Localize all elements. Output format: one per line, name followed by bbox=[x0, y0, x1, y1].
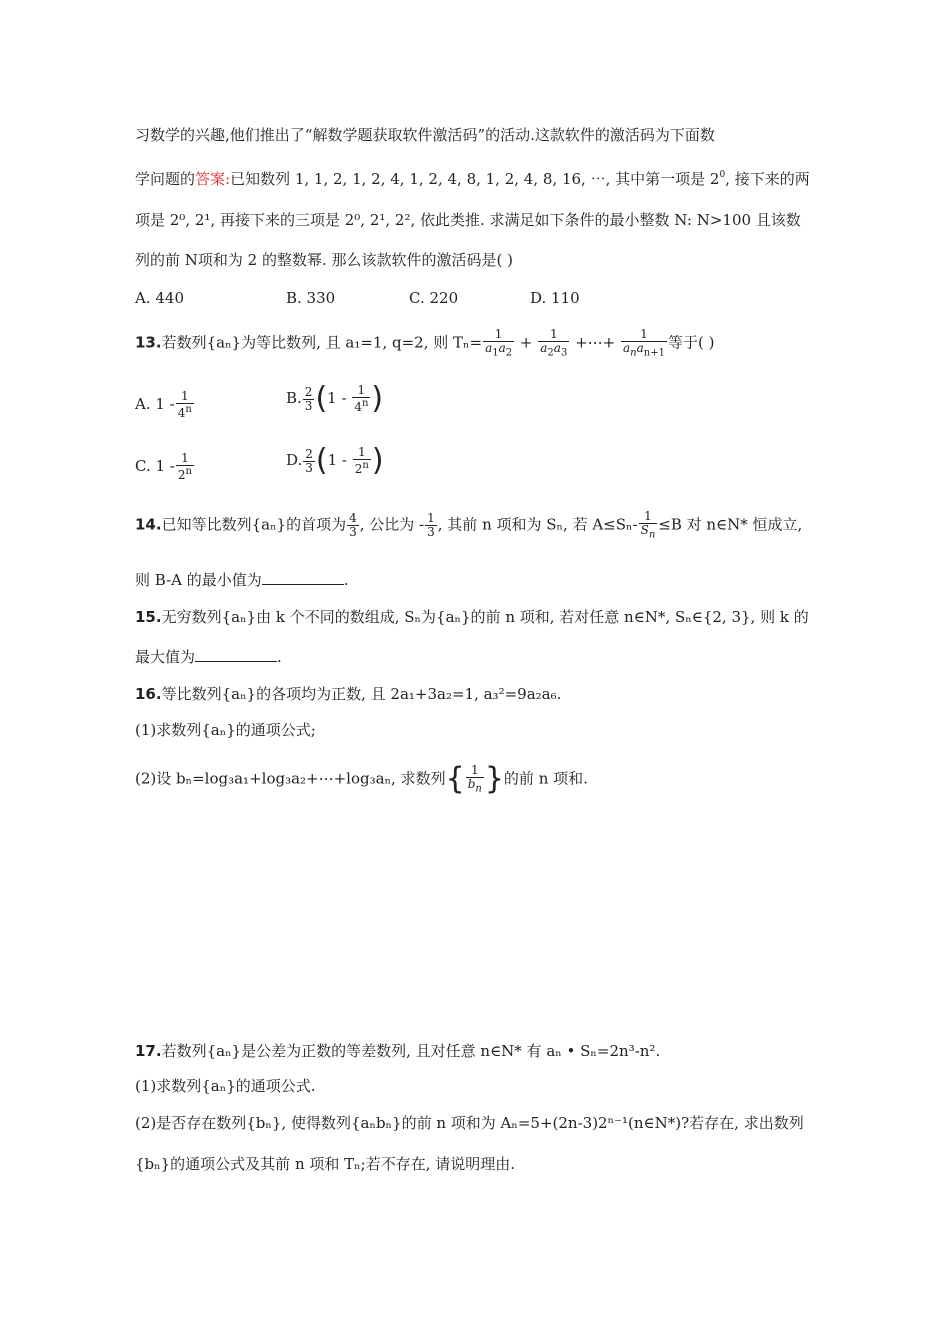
q17-part-1: (1)求数列{aₙ}的通项公式. bbox=[135, 1077, 316, 1095]
q12-option-a: A. 440 bbox=[135, 289, 184, 307]
q13-option-a: A. 1 - $\frac{1}{4^n}$ bbox=[135, 389, 192, 421]
q13-option-d: D. $\frac{2}{3}$ (1 - $\frac{1}{2^n}$ ) bbox=[286, 443, 384, 479]
q13-option-c: C. 1 - $\frac{1}{2^n}$ bbox=[135, 451, 192, 483]
q12-line-2: 学问题的答案:已知数列 1, 1, 2, 1, 2, 4, 1, 2, 4, 8, 1, 2, 4, 8, 16, ⋯, 其中第一项是 $2^0$, 接下来的两 bbox=[135, 170, 810, 188]
q17-stem: 17.若数列{aₙ}是公差为正数的等差数列, 且对任意 n∈N* 有 aₙ • Sₙ=2n³-n². bbox=[135, 1042, 661, 1060]
q16-part-1: (1)求数列{aₙ}的通项公式; bbox=[135, 721, 316, 739]
q17-part-2: (2)是否存在数列{bₙ}, 使得数列{aₙbₙ}的前 n 项和为 Aₙ=5+(2n-3)2ⁿ⁻¹(n∈N*)?若存在, 求出数列 bbox=[135, 1114, 804, 1132]
q13-option-b: B. $\frac{2}{3}$ (1 - $\frac{1}{4^n}$ ) bbox=[286, 381, 384, 417]
q12-option-d: D. 110 bbox=[530, 289, 580, 307]
q14-stem: 14.已知等比数列{aₙ}的首项为 $\frac{4}{3}$ , 公比为 - $\frac{1}{3}$ , 其前 n 项和为 Sₙ, 若 A≤Sₙ- $\frac{1}{S_n}$ ≤B 对 n∈N* 恒成立, bbox=[135, 509, 803, 541]
q12-line-4: 列的前 N项和为 2 的整数幂. 那么该款软件的激活码是( ) bbox=[135, 251, 513, 269]
q15-line-2: 最大值为 . bbox=[135, 648, 282, 666]
answer-label: 答案: bbox=[195, 170, 231, 188]
q16-part-2: (2)设 bₙ=log₃a₁+log₃a₂+⋯+log₃aₙ, 求数列{ $\frac{1}{b_n}$ }的前 n 项和. bbox=[135, 761, 588, 797]
q17-part-3: {bₙ}的通项公式及其前 n 项和 Tₙ;若不存在, 请说明理由. bbox=[135, 1155, 515, 1173]
q14-line-2: 则 B-A 的最小值为 . bbox=[135, 571, 349, 589]
q16-stem: 16.等比数列{aₙ}的各项均为正数, 且 2a₁+3a₂=1, a₃²=9a₂a₆. bbox=[135, 685, 562, 703]
q15-line-1: 15.无穷数列{aₙ}由 k 个不同的数组成, Sₙ为{aₙ}的前 n 项和, 若对任意 n∈N*, Sₙ∈{2, 3}, 则 k 的 bbox=[135, 608, 809, 626]
q13-stem: 13.若数列{aₙ}为等比数列, 且 a₁=1, q=2, 则 Tₙ= $\frac{1}{a_1a_2}$ + $\frac{1}{a_2a_3}$ +⋯+ $\frac{1}{a_na_{n+1}}$ 等于( ) bbox=[135, 327, 715, 359]
q12-line-3: 项是 2⁰, 2¹, 再接下来的三项是 2⁰, 2¹, 2², 依此类推. 求满足如下条件的最小整数 N: N>100 且该数 bbox=[135, 211, 801, 229]
q12-option-c: C. 220 bbox=[409, 289, 459, 307]
q12-option-b: B. 330 bbox=[286, 289, 336, 307]
answer-blank bbox=[262, 583, 344, 585]
q12-line-1: 习数学的兴趣,他们推出了“解数学题获取软件激活码”的活动.这款软件的激活码为下面数 bbox=[135, 126, 715, 144]
answer-blank bbox=[195, 660, 277, 662]
